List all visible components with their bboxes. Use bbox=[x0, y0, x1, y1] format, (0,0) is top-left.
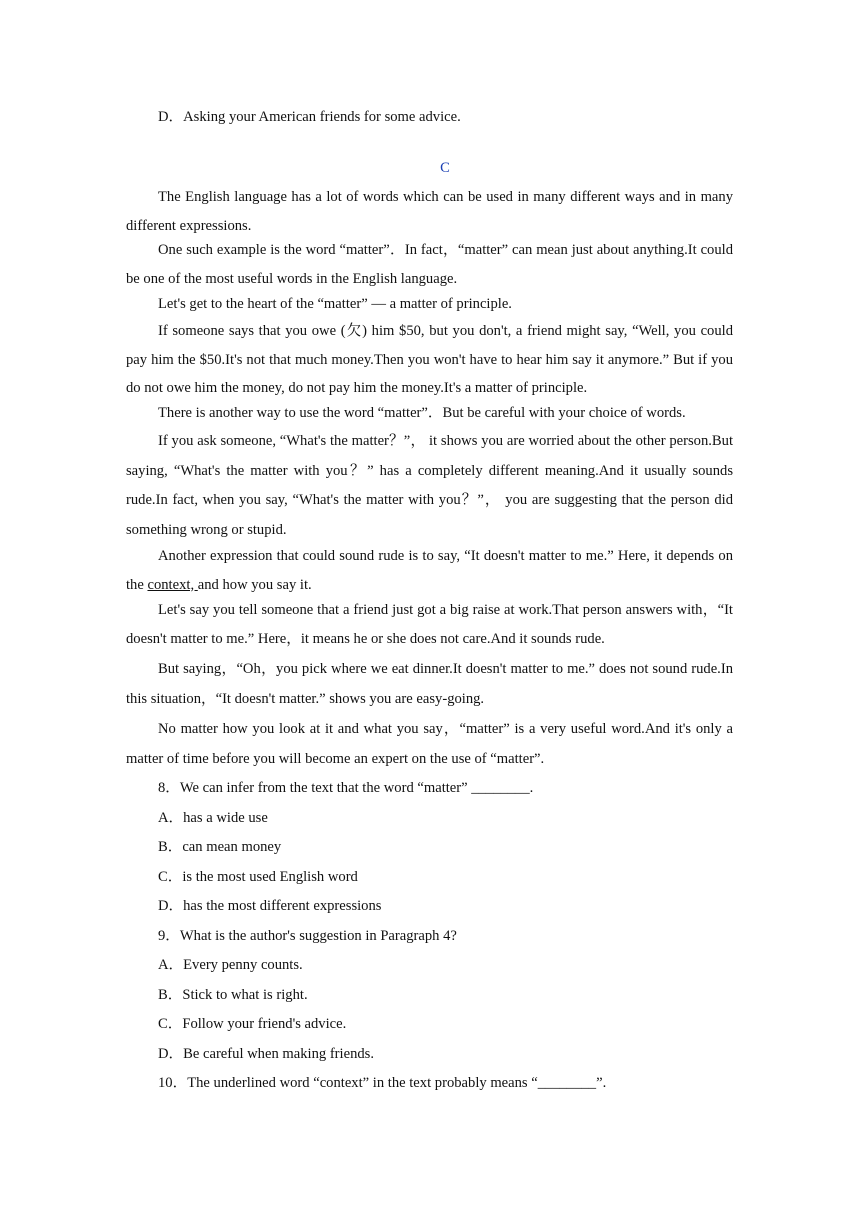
question-8-stem: 8．We can infer from the text that the word “matter” ________. bbox=[158, 780, 534, 796]
passage-paragraph-1: The English language has a lot of words which can be used in many different ways and in many different expressions. bbox=[126, 189, 733, 234]
passage-paragraph-6: If you ask someone, “What's the matter？”， it shows you are worried about the other person.But saying, “What's the matter with you？” has a completely different meaning.And it usually sounds rude.In fact, when you say, “What's the matter with you？”， you are suggesting that the person did something wrong or stupid. bbox=[126, 433, 733, 538]
passage-paragraph-9: But saying，“Oh，you pick where we eat dinner.It doesn't matter to me.” does not sound rude.In this situation，“It doesn't matter.” shows you are easy-going. bbox=[126, 661, 733, 707]
answer-option-d bbox=[158, 105, 461, 126]
option-label: D． bbox=[158, 109, 184, 125]
paragraph-text: and how you say it. bbox=[197, 576, 312, 593]
passage-paragraph-5: There is another way to use the word “matter”．But be careful with your choice of words. bbox=[158, 405, 686, 421]
passage-paragraph-8: Let's say you tell someone that a friend just got a big raise at work.That person answers with，“It doesn't matter to me.” Here，it means he or she does not care.And it sounds rude. bbox=[126, 602, 733, 647]
question-9-option-c: C．Follow your friend's advice. bbox=[158, 1016, 347, 1032]
question-10-stem: 10．The underlined word “context” in the text probably means “________”. bbox=[158, 1075, 607, 1091]
question-8-option-b: B．can mean money bbox=[158, 839, 282, 855]
passage-paragraph-7 bbox=[126, 542, 733, 599]
paragraph-text: Another expression that could sound rude is to say, “It doesn't matter to me.” Here, it depends on the bbox=[126, 548, 733, 593]
question-9-option-a: A．Every penny counts. bbox=[158, 957, 303, 973]
question-8-option-c: C．is the most used English word bbox=[158, 869, 358, 885]
question-9-option-d: D．Be careful when making friends. bbox=[158, 1046, 374, 1062]
option-text: Asking your American friends for some advice. bbox=[183, 109, 461, 125]
question-8-option-d: D．has the most different expressions bbox=[158, 898, 382, 914]
passage-paragraph-2: One such example is the word “matter”．In fact，“matter” can mean just about anything.It could be one of the most useful words in the English language. bbox=[126, 242, 733, 287]
passage-paragraph-3: Let's get to the heart of the “matter” — a matter of principle. bbox=[158, 296, 512, 312]
section-heading: C bbox=[440, 160, 450, 176]
question-9-option-b: B．Stick to what is right. bbox=[158, 987, 308, 1003]
underlined-word-context: context, bbox=[147, 576, 198, 593]
question-8-option-a: A．has a wide use bbox=[158, 810, 268, 826]
passage-paragraph-4: If someone says that you owe (欠) him $50, but you don't, a friend might say, “Well, you could pay him the $50.It's not that much money.Then you won't have to hear him say it anymore.” But if you do not owe him the money, do not pay him the money.It's a matter of principle. bbox=[126, 323, 733, 396]
question-9-stem: 9．What is the author's suggestion in Paragraph 4? bbox=[158, 928, 457, 944]
passage-paragraph-10: No matter how you look at it and what you say，“matter” is a very useful word.And it's only a matter of time before you will become an expert on the use of “matter”. bbox=[126, 721, 733, 767]
